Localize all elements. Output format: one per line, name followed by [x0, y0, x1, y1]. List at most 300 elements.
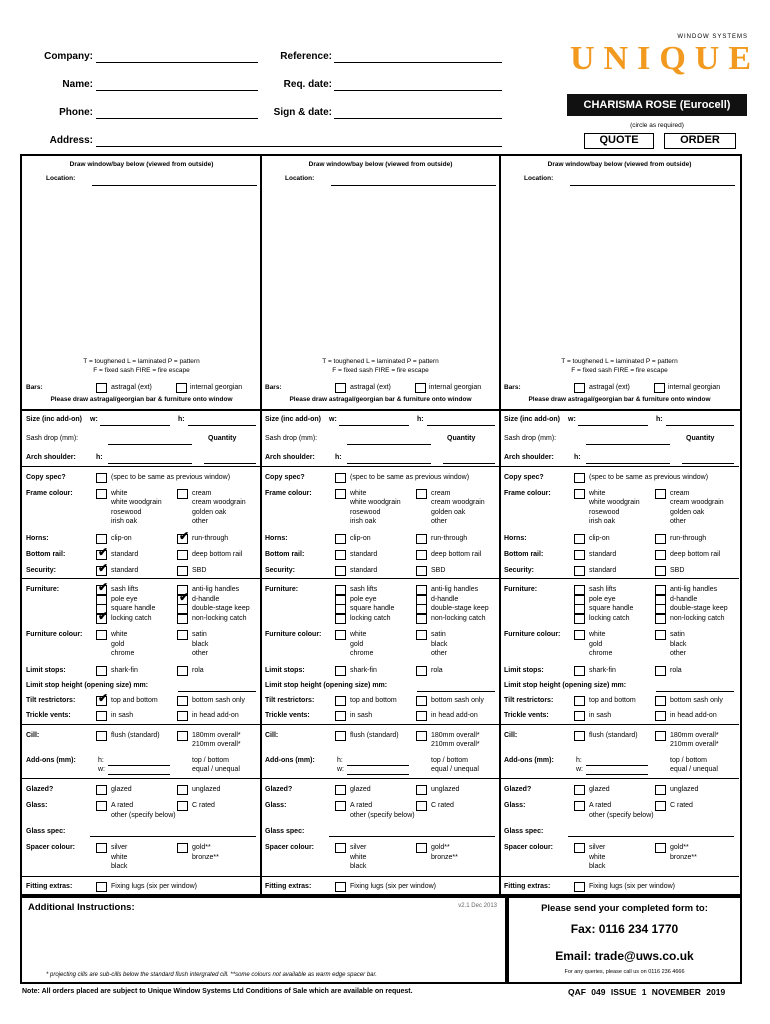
limit-height-label: Limit stop height (opening size) mm: — [26, 682, 149, 689]
tilt-label: Tilt restrictors: — [26, 697, 76, 704]
furniture-colour-label: Furniture colour: — [265, 631, 322, 638]
glass-c-rated-checkbox[interactable] — [416, 801, 427, 811]
bottom-rail-option: standard — [111, 551, 139, 558]
bottom-rail-deep-checkbox[interactable] — [177, 550, 188, 560]
trickle-label: Trickle vents: — [504, 712, 549, 719]
furniture-colour-option: white — [111, 631, 128, 638]
location-field[interactable] — [570, 185, 735, 186]
furniture-anti-lig-checkbox[interactable] — [655, 585, 666, 595]
cill-option: 180mm overall* — [431, 732, 480, 739]
window-column-3 — [500, 156, 739, 894]
spacer-option: black — [589, 863, 606, 870]
furniture-colour-left-checkbox[interactable] — [574, 630, 585, 640]
additional-instructions-box[interactable] — [20, 896, 507, 984]
bottom-rail-standard-checkbox[interactable] — [574, 550, 585, 560]
furniture-non-locking-checkbox[interactable] — [416, 614, 427, 624]
horns-run-through-checkbox[interactable] — [655, 534, 666, 544]
security-sbd-checkbox[interactable] — [177, 566, 188, 576]
size-h-field[interactable] — [427, 425, 495, 426]
bottom-rail-deep-checkbox[interactable] — [416, 550, 427, 560]
glass-key-line2: F = fixed sash FIRE = fire escape — [93, 367, 190, 374]
copy-spec-label: Copy spec? — [26, 474, 66, 481]
addons-h-field[interactable] — [108, 765, 170, 766]
copy-spec-checkbox[interactable] — [96, 473, 107, 483]
furniture-option: double-stage keep — [431, 605, 489, 612]
quantity-field[interactable] — [443, 463, 495, 464]
furniture-colour-option: white — [589, 631, 606, 638]
furniture-option: anti-lig handles — [192, 586, 240, 593]
security-standard-checkbox[interactable] — [574, 566, 585, 576]
limit-shark-fin-checkbox[interactable] — [96, 666, 107, 676]
furniture-option: non-locking catch — [192, 614, 247, 622]
trickle-head-checkbox[interactable] — [177, 711, 188, 721]
bottom-rail-deep-checkbox[interactable] — [655, 550, 666, 560]
sign-date-field[interactable] — [334, 118, 502, 119]
size-h-field[interactable] — [666, 425, 734, 426]
glass-key-line1: T = toughened L = laminated P = pattern — [83, 358, 200, 365]
security-sbd-checkbox[interactable] — [416, 566, 427, 576]
horns-run-through-checkbox[interactable] — [177, 529, 190, 544]
limit-stops-option: rola — [670, 667, 682, 674]
furniture-double-stage-checkbox[interactable] — [177, 604, 188, 614]
trickle-in-sash-checkbox[interactable] — [96, 711, 107, 721]
bars-note: Please draw astragal/georgian bar & furniture onto window — [50, 396, 233, 403]
limit-shark-fin-checkbox[interactable] — [574, 666, 585, 676]
sign-date-label: Sign & date: — [273, 107, 332, 118]
spacer-right-checkbox[interactable] — [177, 843, 188, 853]
furniture-colour-left-checkbox[interactable] — [335, 630, 346, 640]
security-option: standard — [111, 567, 139, 574]
frame-colour-right-checkbox[interactable] — [177, 489, 188, 499]
glass-other-option: other (specify below) — [589, 812, 654, 819]
check-mark-icon: ✔ — [98, 691, 109, 705]
furniture-locking-catch-checkbox[interactable] — [574, 614, 585, 624]
version-label: v2.1 Dec 2013 — [458, 903, 497, 909]
glass-a-rated-checkbox[interactable] — [574, 801, 585, 811]
frame-colour-left-checkbox[interactable] — [574, 489, 585, 499]
row-divider — [500, 466, 739, 467]
cill-projecting-checkbox[interactable] — [655, 731, 666, 741]
sash-drop-label: Sash drop (mm): — [504, 435, 557, 442]
bars-internal-label: internal georgian — [190, 384, 243, 391]
trickle-head-checkbox[interactable] — [416, 711, 427, 721]
security-sbd-checkbox[interactable] — [655, 566, 666, 576]
check-mark-icon: ✔ — [98, 608, 109, 623]
limit-rola-checkbox[interactable] — [416, 666, 427, 676]
sash-drop-field[interactable] — [586, 444, 670, 445]
furniture-pole-eye-checkbox[interactable] — [96, 595, 107, 605]
security-label: Security: — [504, 567, 534, 574]
order-option[interactable]: ORDER — [664, 133, 736, 149]
bars-note: Please draw astragal/georgian bar & furniture onto window — [289, 396, 472, 403]
size-h-field[interactable] — [188, 425, 256, 426]
drawing-title: Draw window/bay below (viewed from outside) — [308, 161, 453, 168]
glazed-option: glazed — [350, 786, 371, 793]
furniture-sash-lifts-checkbox[interactable] — [335, 585, 346, 595]
frame-colour-option: white — [111, 490, 128, 497]
company-logo — [570, 34, 761, 84]
furniture-square-handle-checkbox[interactable] — [574, 604, 585, 614]
cill-projecting-checkbox[interactable] — [177, 731, 188, 741]
horns-option: run-through — [192, 535, 229, 542]
glass-a-rated-checkbox[interactable] — [96, 801, 107, 811]
glass-spec-field[interactable] — [329, 836, 495, 837]
glass-option: A rated — [589, 802, 612, 809]
spacer-option: silver — [589, 844, 606, 851]
glass-label: Glass: — [26, 802, 48, 809]
glazed-no-checkbox[interactable] — [177, 785, 188, 795]
limit-height-field[interactable] — [178, 691, 256, 692]
frame-colour-option: cream — [431, 490, 451, 497]
bars-astragal-checkbox[interactable] — [335, 383, 346, 393]
glazed-yes-checkbox[interactable] — [96, 785, 107, 795]
logo-tagline: WINDOW SYSTEMS — [677, 34, 748, 40]
sash-drop-field[interactable] — [108, 444, 192, 445]
addons-w-label: w: — [98, 766, 105, 773]
cill-option: 210mm overall* — [431, 741, 480, 748]
frame-colour-left-checkbox[interactable] — [96, 489, 107, 499]
limit-height-label: Limit stop height (opening size) mm: — [265, 682, 388, 689]
furniture-colour-option: chrome — [589, 650, 613, 657]
glass-spec-field[interactable] — [568, 836, 734, 837]
limit-rola-checkbox[interactable] — [177, 666, 188, 676]
spacer-option: bronze** — [431, 853, 458, 861]
cill-option: flush (standard) — [111, 732, 160, 739]
furniture-d-handle-checkbox[interactable] — [177, 589, 190, 605]
horns-option: run-through — [670, 535, 707, 542]
copy-spec-checkbox[interactable] — [335, 473, 346, 483]
glass-label: Glass: — [265, 802, 287, 809]
limit-shark-fin-checkbox[interactable] — [335, 666, 346, 676]
glass-key-line1: T = toughened L = laminated P = pattern — [322, 358, 439, 365]
furniture-colour-option: white — [350, 631, 367, 638]
furniture-colour-option: satin — [670, 631, 685, 638]
glass-spec-label: Glass spec: — [504, 828, 544, 835]
glass-c-rated-checkbox[interactable] — [177, 801, 188, 811]
tilt-bottom-only-checkbox[interactable] — [655, 696, 666, 706]
row-divider — [261, 466, 500, 467]
row-divider — [500, 578, 739, 579]
furniture-pole-eye-checkbox[interactable] — [574, 595, 585, 605]
security-label: Security: — [265, 567, 295, 574]
bars-internal-checkbox[interactable] — [654, 383, 665, 393]
furniture-colour-option: gold — [589, 640, 603, 648]
furniture-option: double-stage keep — [670, 605, 728, 612]
arch-h-field[interactable] — [108, 463, 192, 464]
location-field[interactable] — [331, 185, 496, 186]
frame-colour-option: cream — [670, 490, 690, 497]
glazed-option: unglazed — [670, 786, 699, 793]
spacer-left-checkbox[interactable] — [96, 843, 107, 853]
glazed-yes-checkbox[interactable] — [335, 785, 346, 795]
spacer-option: silver — [350, 844, 367, 851]
horns-label: Horns: — [26, 535, 49, 542]
bottom-rail-label: Bottom rail: — [504, 551, 544, 558]
limit-rola-checkbox[interactable] — [655, 666, 666, 676]
sash-drop-label: Sash drop (mm): — [265, 435, 318, 442]
sash-drop-field[interactable] — [347, 444, 431, 445]
furniture-option: double-stage keep — [192, 605, 250, 612]
limit-height-field[interactable] — [417, 691, 495, 692]
limit-stops-option: rola — [431, 667, 443, 674]
furniture-double-stage-checkbox[interactable] — [416, 604, 427, 614]
addons-h-label: h: — [337, 757, 343, 764]
fitting-lugs-checkbox[interactable] — [335, 882, 346, 892]
quantity-field[interactable] — [682, 463, 734, 464]
trickle-in-sash-checkbox[interactable] — [335, 711, 346, 721]
spacer-right-checkbox[interactable] — [416, 843, 427, 853]
reference-field[interactable] — [334, 62, 502, 63]
glazed-option: unglazed — [431, 786, 460, 793]
furniture-non-locking-checkbox[interactable] — [655, 614, 666, 624]
check-mark-icon: ✔ — [179, 529, 190, 543]
addons-w-field[interactable] — [108, 774, 170, 775]
frame-colour-right-checkbox[interactable] — [655, 489, 666, 499]
furniture-locking-catch-checkbox[interactable] — [335, 614, 346, 624]
horns-clip-on-checkbox[interactable] — [574, 534, 585, 544]
frame-colour-option: golden oak — [431, 508, 466, 516]
trickle-head-checkbox[interactable] — [655, 711, 666, 721]
drawing-area[interactable] — [506, 190, 732, 352]
spacer-option: white — [589, 853, 606, 861]
cill-flush-checkbox[interactable] — [335, 731, 346, 741]
addons-h-field[interactable] — [586, 765, 648, 766]
security-label: Security: — [26, 567, 56, 574]
size-label: Size (inc add-on) — [26, 416, 82, 423]
glass-other-option: other (specify below) — [111, 812, 176, 819]
furniture-pole-eye-checkbox[interactable] — [335, 595, 346, 605]
furniture-colour-right-checkbox[interactable] — [177, 630, 188, 640]
bars-internal-checkbox[interactable] — [415, 383, 426, 393]
arch-h-field[interactable] — [347, 463, 431, 464]
req-date-field[interactable] — [334, 90, 502, 91]
limit-stops-option: shark-fin — [589, 667, 616, 674]
quote-option[interactable]: QUOTE — [584, 133, 654, 149]
window-spec-grid — [20, 154, 742, 896]
furniture-option: locking catch — [589, 614, 630, 622]
furniture-square-handle-checkbox[interactable] — [335, 604, 346, 614]
row-divider — [22, 778, 261, 779]
spacer-option: black — [111, 863, 128, 870]
horns-clip-on-checkbox[interactable] — [335, 534, 346, 544]
frame-colour-option: white — [350, 490, 367, 497]
tilt-top-and-bottom-checkbox[interactable] — [335, 696, 346, 706]
horns-run-through-checkbox[interactable] — [416, 534, 427, 544]
bars-astragal-checkbox[interactable] — [96, 383, 107, 393]
furniture-colour-right-checkbox[interactable] — [416, 630, 427, 640]
row-divider — [22, 724, 261, 725]
addons-label: Add-ons (mm): — [504, 757, 554, 764]
glazed-no-checkbox[interactable] — [416, 785, 427, 795]
tilt-option: top and bottom — [350, 697, 397, 704]
security-standard-checkbox[interactable] — [335, 566, 346, 576]
furniture-label: Furniture: — [504, 586, 538, 593]
furniture-d-handle-checkbox[interactable] — [655, 595, 666, 605]
spacer-right-checkbox[interactable] — [655, 843, 666, 853]
addons-w-field[interactable] — [347, 774, 409, 775]
circle-note: (circle as required) — [630, 122, 684, 129]
trickle-option: in head add-on — [431, 712, 478, 719]
tilt-bottom-only-checkbox[interactable] — [416, 696, 427, 706]
company-field[interactable] — [96, 62, 258, 63]
addons-option: equal / unequal — [670, 766, 718, 773]
tilt-option: bottom sash only — [670, 697, 723, 704]
glass-option: C rated — [670, 802, 693, 809]
quantity-label: Quantity — [447, 435, 476, 442]
trickle-option: in head add-on — [192, 712, 239, 719]
spacer-option: gold** — [431, 844, 450, 851]
row-divider — [22, 578, 261, 579]
phone-field[interactable] — [96, 118, 258, 119]
spacer-option: bronze** — [192, 853, 219, 861]
addons-option: top / bottom — [192, 757, 229, 764]
glass-label: Glass: — [504, 802, 526, 809]
glazed-yes-checkbox[interactable] — [574, 785, 585, 795]
fitting-label: Fitting extras: — [504, 883, 551, 890]
furniture-non-locking-checkbox[interactable] — [177, 614, 188, 624]
quantity-label: Quantity — [208, 435, 237, 442]
check-mark-icon: ✔ — [98, 545, 109, 559]
horns-option: clip-on — [111, 535, 132, 542]
limit-height-field[interactable] — [656, 691, 734, 692]
size-h-label: h: — [417, 416, 424, 423]
cill-flush-checkbox[interactable] — [574, 731, 585, 741]
quantity-field[interactable] — [204, 463, 256, 464]
addons-w-field[interactable] — [586, 774, 648, 775]
cill-label: Cill: — [26, 732, 40, 739]
glass-spec-label: Glass spec: — [26, 828, 66, 835]
bars-astragal-checkbox[interactable] — [574, 383, 585, 393]
bottom-rail-option: deep bottom rail — [192, 551, 243, 558]
form-reference: QAF 049 ISSUE 1 NOVEMBER 2019 — [568, 987, 726, 997]
spacer-label: Spacer colour: — [504, 844, 554, 851]
arch-h-field[interactable] — [586, 463, 670, 464]
bars-internal-label: internal georgian — [668, 384, 721, 391]
horns-option: clip-on — [350, 535, 371, 542]
tilt-top-and-bottom-checkbox[interactable] — [96, 691, 109, 706]
fitting-lugs-checkbox[interactable] — [574, 882, 585, 892]
cill-flush-checkbox[interactable] — [96, 731, 107, 741]
drawing-area[interactable] — [28, 190, 254, 352]
furniture-option: square handle — [350, 605, 395, 612]
furniture-sash-lifts-checkbox[interactable] — [96, 580, 109, 595]
size-h-label: h: — [178, 416, 185, 423]
furniture-sash-lifts-checkbox[interactable] — [574, 585, 585, 595]
furniture-locking-catch-checkbox[interactable] — [96, 608, 109, 624]
bars-label: Bars: — [26, 384, 43, 391]
limit-stops-label: Limit stops: — [504, 667, 544, 674]
frame-colour-option: cream woodgrain — [431, 499, 485, 507]
glazed-option: glazed — [111, 786, 132, 793]
frame-colour-label: Frame colour: — [504, 490, 551, 497]
bars-label: Bars: — [504, 384, 521, 391]
furniture-option: pole eye — [350, 595, 377, 603]
glass-key-line2: F = fixed sash FIRE = fire escape — [332, 367, 429, 374]
frame-colour-option: rosewood — [350, 508, 381, 516]
glass-c-rated-checkbox[interactable] — [655, 801, 666, 811]
size-w-label: w: — [90, 416, 98, 423]
size-w-label: w: — [568, 416, 576, 423]
frame-colour-right-checkbox[interactable] — [416, 489, 427, 499]
drawing-area[interactable] — [267, 190, 493, 352]
size-w-field[interactable] — [578, 425, 648, 426]
addons-label: Add-ons (mm): — [265, 757, 315, 764]
queries-line: For any queries, please call us on 0116 236 4666 — [564, 969, 685, 975]
frame-colour-option: white — [589, 490, 606, 497]
fitting-label: Fitting extras: — [26, 883, 73, 890]
addons-label: Add-ons (mm): — [26, 757, 76, 764]
furniture-option: locking catch — [111, 614, 152, 622]
security-standard-checkbox[interactable] — [96, 561, 109, 576]
bottom-rail-standard-checkbox[interactable] — [96, 545, 109, 560]
bars-internal-checkbox[interactable] — [176, 383, 187, 393]
size-w-field[interactable] — [339, 425, 409, 426]
frame-colour-option: irish oak — [111, 517, 138, 525]
spacer-label: Spacer colour: — [26, 844, 76, 851]
furniture-colour-right-checkbox[interactable] — [655, 630, 666, 640]
horns-clip-on-checkbox[interactable] — [96, 534, 107, 544]
send-to-box — [507, 896, 742, 984]
tilt-option: top and bottom — [111, 697, 158, 704]
location-field[interactable] — [92, 185, 257, 186]
frame-colour-option: irish oak — [350, 517, 377, 525]
furniture-colour-option: other — [431, 650, 447, 657]
row-divider — [500, 724, 739, 725]
furniture-double-stage-checkbox[interactable] — [655, 604, 666, 614]
furniture-label: Furniture: — [26, 586, 60, 593]
spacer-left-checkbox[interactable] — [574, 843, 585, 853]
addons-option: top / bottom — [431, 757, 468, 764]
bars-label: Bars: — [265, 384, 282, 391]
furniture-colour-left-checkbox[interactable] — [96, 630, 107, 640]
glass-key-line1: T = toughened L = laminated P = pattern — [561, 358, 678, 365]
spacer-option: white — [111, 853, 128, 861]
glass-other-option: other (specify below) — [350, 812, 415, 819]
furniture-d-handle-checkbox[interactable] — [416, 595, 427, 605]
spacer-left-checkbox[interactable] — [335, 843, 346, 853]
arch-shoulder-label: Arch shoulder: — [26, 454, 76, 461]
glass-spec-field[interactable] — [90, 836, 256, 837]
glass-spec-label: Glass spec: — [265, 828, 305, 835]
cill-option: 180mm overall* — [670, 732, 719, 739]
cill-label: Cill: — [504, 732, 518, 739]
glass-a-rated-checkbox[interactable] — [335, 801, 346, 811]
security-option: standard — [589, 567, 617, 574]
glass-key-line2: F = fixed sash FIRE = fire escape — [571, 367, 668, 374]
tilt-bottom-only-checkbox[interactable] — [177, 696, 188, 706]
limit-stops-option: shark-fin — [111, 667, 138, 674]
size-w-field[interactable] — [100, 425, 170, 426]
address-field[interactable] — [96, 146, 502, 147]
glazed-label: Glazed? — [504, 786, 532, 793]
frame-colour-left-checkbox[interactable] — [335, 489, 346, 499]
glazed-no-checkbox[interactable] — [655, 785, 666, 795]
glass-option: C rated — [192, 802, 215, 809]
name-field[interactable] — [96, 90, 258, 91]
location-label: Location: — [46, 175, 76, 182]
trickle-in-sash-checkbox[interactable] — [574, 711, 585, 721]
bottom-rail-standard-checkbox[interactable] — [335, 550, 346, 560]
window-column-1 — [22, 156, 261, 894]
footnote: * projecting cills are sub-cills below the standard flush intergrated cill. **some colours not available as warm edge spacer bar. — [46, 972, 377, 978]
addons-h-field[interactable] — [347, 765, 409, 766]
tilt-top-and-bottom-checkbox[interactable] — [574, 696, 585, 706]
furniture-anti-lig-checkbox[interactable] — [416, 585, 427, 595]
fitting-lugs-checkbox[interactable] — [96, 882, 107, 892]
cill-projecting-checkbox[interactable] — [416, 731, 427, 741]
copy-spec-checkbox[interactable] — [574, 473, 585, 483]
horns-label: Horns: — [504, 535, 527, 542]
